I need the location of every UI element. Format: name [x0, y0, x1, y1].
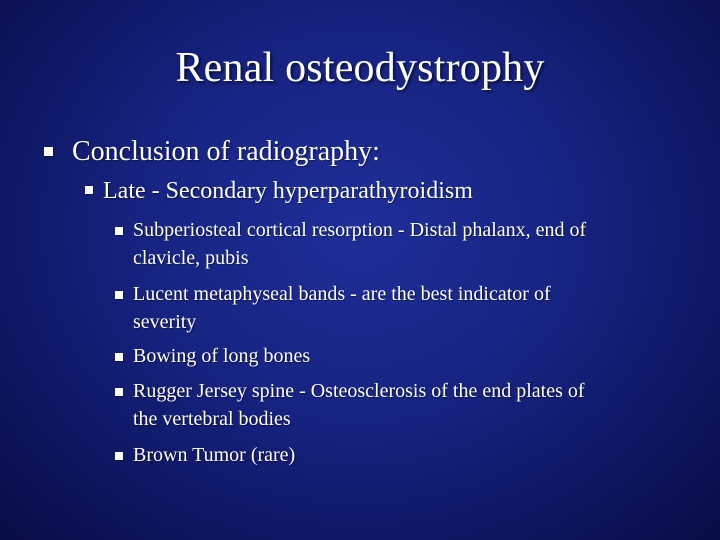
- bullet-level1-text: Conclusion of radiography:: [72, 136, 380, 167]
- square-bullet-icon: [85, 186, 93, 194]
- bullet-level2-text: Late - Secondary hyperparathyroidism: [103, 178, 473, 204]
- bullet-level3-continuation: clavicle, pubis: [133, 247, 249, 269]
- bullet-level3-line: Subperiosteal cortical resorption - Distal phalanx, end of: [133, 219, 587, 241]
- square-bullet-icon: [115, 291, 123, 299]
- square-bullet-icon: [115, 227, 123, 235]
- bullet-level3-continuation: the vertebral bodies: [133, 408, 291, 430]
- bullet-level3-line: Rugger Jersey spine - Osteosclerosis of the end plates of: [133, 380, 585, 402]
- bullet-level3-continuation: severity: [133, 311, 197, 333]
- bullet-level3-line: Bowing of long bones: [133, 345, 311, 367]
- bullet-level3-line: Brown Tumor (rare): [133, 444, 296, 466]
- square-bullet-icon: [115, 353, 123, 361]
- slide-title: Renal osteodystrophy: [175, 45, 545, 91]
- square-bullet-icon: [44, 147, 53, 156]
- square-bullet-icon: [115, 452, 123, 460]
- bullet-level3-line: Lucent metaphyseal bands - are the best indicator of: [133, 283, 551, 305]
- square-bullet-icon: [115, 388, 123, 396]
